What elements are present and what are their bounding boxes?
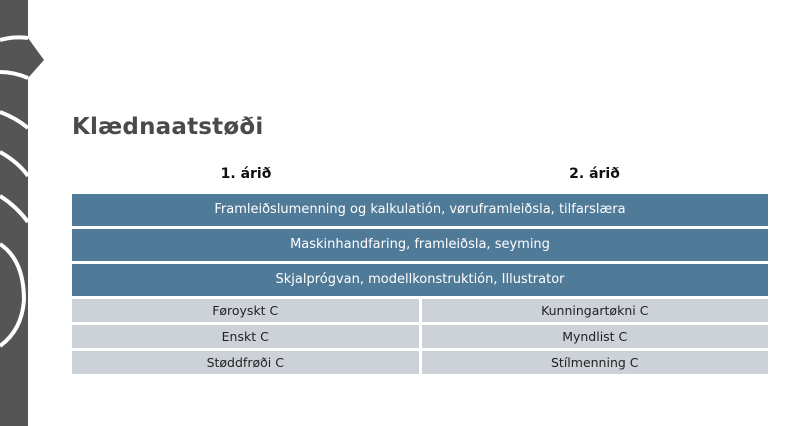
table-row — [72, 351, 768, 374]
column-header-year-2: 2. árið — [569, 166, 620, 182]
column-header-year-1: 1. árið — [220, 166, 272, 182]
year-2-subject: Myndlist C — [422, 325, 769, 348]
decorative-wave-graphic — [0, 0, 44, 426]
shared-row: Maskinhandfaring, framleiðsla, seyming — [72, 229, 768, 261]
page-title: Klædnaatstøði — [72, 114, 264, 140]
table-row — [72, 325, 768, 348]
curriculum-table — [72, 194, 768, 377]
table-row — [72, 299, 768, 322]
year-1-subject: Enskt C — [72, 325, 419, 348]
year-2-subject: Stílmenning C — [422, 351, 769, 374]
year-1-subject: Føroyskt C — [72, 299, 419, 322]
shared-row: Framleiðslumenning og kalkulatión, vøruframleiðsla, tilfarslæra — [72, 194, 768, 226]
shared-row: Skjalprógvan, modellkonstruktión, Illustrator — [72, 264, 768, 296]
year-2-subject: Kunningartøkni C — [422, 299, 769, 322]
year-1-subject: Støddfrøði C — [72, 351, 419, 374]
